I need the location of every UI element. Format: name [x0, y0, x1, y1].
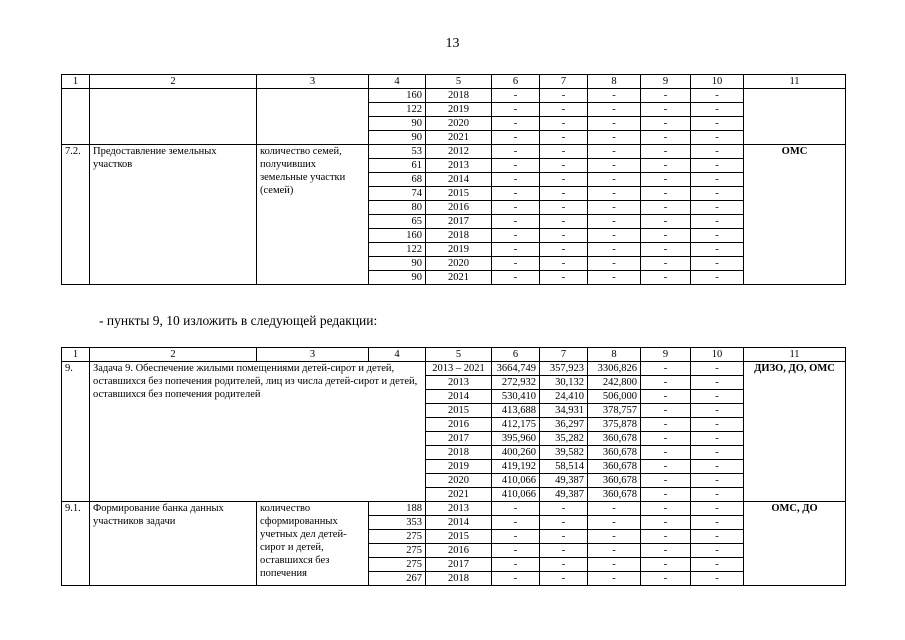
- column-header: 9: [641, 348, 691, 362]
- value-cell: -: [691, 376, 744, 390]
- column-header: 2: [90, 75, 257, 89]
- value-cell: -: [691, 131, 744, 145]
- value-cell: -: [641, 229, 691, 243]
- year-cell: 2020: [426, 257, 492, 271]
- value-cell: 242,800: [588, 376, 641, 390]
- value-cell: -: [691, 544, 744, 558]
- value-cell: -: [540, 117, 588, 131]
- target-value-cell: 122: [369, 103, 426, 117]
- value-cell: 400,260: [492, 446, 540, 460]
- value-cell: 360,678: [588, 488, 641, 502]
- value-cell: -: [492, 257, 540, 271]
- value-cell: -: [540, 173, 588, 187]
- value-cell: -: [588, 173, 641, 187]
- year-cell: 2013: [426, 376, 492, 390]
- value-cell: -: [641, 390, 691, 404]
- value-cell: -: [691, 432, 744, 446]
- item-title: Предоставление земельных участков: [90, 145, 257, 285]
- value-cell: -: [691, 390, 744, 404]
- item-title: [90, 89, 257, 145]
- value-cell: -: [540, 159, 588, 173]
- target-value-cell: 53: [369, 145, 426, 159]
- column-header: 10: [691, 348, 744, 362]
- value-cell: 24,410: [540, 390, 588, 404]
- year-cell: 2016: [426, 418, 492, 432]
- value-cell: -: [641, 502, 691, 516]
- value-cell: -: [641, 376, 691, 390]
- target-value-cell: 160: [369, 89, 426, 103]
- value-cell: -: [492, 243, 540, 257]
- value-cell: -: [641, 572, 691, 586]
- value-cell: -: [641, 131, 691, 145]
- value-cell: -: [540, 271, 588, 285]
- value-cell: 30,132: [540, 376, 588, 390]
- value-cell: -: [691, 530, 744, 544]
- value-cell: -: [691, 362, 744, 376]
- value-cell: -: [540, 131, 588, 145]
- value-cell: 272,932: [492, 376, 540, 390]
- value-cell: -: [492, 159, 540, 173]
- value-cell: -: [691, 215, 744, 229]
- value-cell: -: [641, 558, 691, 572]
- value-cell: 3306,826: [588, 362, 641, 376]
- target-value-cell: 160: [369, 229, 426, 243]
- instruction-text: - пункты 9, 10 изложить в следующей редакции:: [99, 313, 378, 328]
- task-title: Задача 9. Обеспечение жилыми помещениями детей-сирот и детей, оставшихся без попечения родителей, лиц из числа детей-сирот и детей, оставшихся без попечения родителей: [90, 362, 426, 502]
- year-cell: 2018: [426, 89, 492, 103]
- table-section-7: [61, 74, 846, 285]
- value-cell: -: [540, 201, 588, 215]
- year-cell: 2013: [426, 502, 492, 516]
- target-value-cell: 74: [369, 187, 426, 201]
- item-executor: ОМС, ДО: [744, 502, 846, 586]
- value-cell: -: [588, 544, 641, 558]
- value-cell: 3664,749: [492, 362, 540, 376]
- value-cell: -: [691, 572, 744, 586]
- value-cell: -: [588, 257, 641, 271]
- value-cell: -: [588, 243, 641, 257]
- year-cell: 2015: [426, 404, 492, 418]
- year-cell: 2016: [426, 544, 492, 558]
- value-cell: 357,923: [540, 362, 588, 376]
- value-cell: -: [492, 572, 540, 586]
- value-cell: 412,175: [492, 418, 540, 432]
- value-cell: 419,192: [492, 460, 540, 474]
- value-cell: -: [492, 187, 540, 201]
- target-value-cell: 275: [369, 558, 426, 572]
- value-cell: -: [691, 117, 744, 131]
- table-row: [62, 75, 846, 89]
- column-header: 5: [426, 75, 492, 89]
- year-cell: 2014: [426, 516, 492, 530]
- value-cell: -: [691, 257, 744, 271]
- value-cell: -: [492, 229, 540, 243]
- column-header: 3: [257, 75, 369, 89]
- value-cell: -: [691, 488, 744, 502]
- column-header: 8: [588, 348, 641, 362]
- year-cell: 2021: [426, 271, 492, 285]
- value-cell: -: [641, 530, 691, 544]
- value-cell: 375,878: [588, 418, 641, 432]
- value-cell: -: [492, 173, 540, 187]
- year-cell: 2018: [426, 446, 492, 460]
- value-cell: -: [492, 89, 540, 103]
- year-cell: 2016: [426, 201, 492, 215]
- value-cell: -: [691, 516, 744, 530]
- value-cell: -: [588, 131, 641, 145]
- year-cell: 2020: [426, 474, 492, 488]
- target-value-cell: 90: [369, 131, 426, 145]
- value-cell: -: [540, 516, 588, 530]
- year-cell: 2018: [426, 229, 492, 243]
- value-cell: -: [540, 572, 588, 586]
- value-cell: -: [641, 362, 691, 376]
- column-header: 7: [540, 348, 588, 362]
- target-value-cell: 61: [369, 159, 426, 173]
- item-number: [62, 89, 90, 145]
- value-cell: -: [588, 103, 641, 117]
- item-number: 9.1.: [62, 502, 90, 586]
- item-title: Формирование банка данных участников задачи: [90, 502, 257, 586]
- value-cell: 506,000: [588, 390, 641, 404]
- year-cell: 2021: [426, 131, 492, 145]
- column-header: 1: [62, 348, 90, 362]
- value-cell: -: [588, 89, 641, 103]
- column-header: 6: [492, 348, 540, 362]
- value-cell: -: [691, 145, 744, 159]
- year-cell: 2021: [426, 488, 492, 502]
- target-value-cell: 353: [369, 516, 426, 530]
- value-cell: -: [492, 215, 540, 229]
- value-cell: -: [492, 103, 540, 117]
- value-cell: -: [641, 201, 691, 215]
- year-cell: 2017: [426, 558, 492, 572]
- value-cell: -: [588, 187, 641, 201]
- target-value-cell: 65: [369, 215, 426, 229]
- value-cell: 34,931: [540, 404, 588, 418]
- value-cell: -: [691, 271, 744, 285]
- value-cell: -: [540, 544, 588, 558]
- value-cell: -: [540, 89, 588, 103]
- item-executor: [744, 89, 846, 145]
- value-cell: 39,582: [540, 446, 588, 460]
- column-header: 9: [641, 75, 691, 89]
- value-cell: -: [588, 229, 641, 243]
- value-cell: -: [691, 558, 744, 572]
- table-section-9: [61, 347, 846, 586]
- column-header: 2: [90, 348, 257, 362]
- value-cell: -: [492, 117, 540, 131]
- value-cell: -: [492, 145, 540, 159]
- target-value-cell: 275: [369, 530, 426, 544]
- value-cell: -: [588, 215, 641, 229]
- value-cell: -: [492, 201, 540, 215]
- value-cell: -: [540, 257, 588, 271]
- value-cell: 360,678: [588, 446, 641, 460]
- value-cell: 35,282: [540, 432, 588, 446]
- value-cell: -: [641, 271, 691, 285]
- value-cell: -: [492, 516, 540, 530]
- value-cell: -: [641, 418, 691, 432]
- year-cell: 2012: [426, 145, 492, 159]
- item-number: 7.2.: [62, 145, 90, 285]
- value-cell: -: [540, 229, 588, 243]
- page-number: 13: [445, 36, 460, 51]
- column-header: 3: [257, 348, 369, 362]
- year-cell: 2017: [426, 432, 492, 446]
- column-header: 6: [492, 75, 540, 89]
- value-cell: -: [588, 145, 641, 159]
- value-cell: -: [588, 201, 641, 215]
- value-cell: -: [641, 432, 691, 446]
- year-cell: 2014: [426, 173, 492, 187]
- target-value-cell: 188: [369, 502, 426, 516]
- year-cell: 2015: [426, 530, 492, 544]
- value-cell: -: [588, 516, 641, 530]
- value-cell: 360,678: [588, 432, 641, 446]
- value-cell: -: [588, 572, 641, 586]
- value-cell: -: [588, 558, 641, 572]
- column-header: 11: [744, 348, 846, 362]
- value-cell: -: [691, 187, 744, 201]
- target-value-cell: 90: [369, 257, 426, 271]
- year-cell: 2018: [426, 572, 492, 586]
- column-header: 4: [369, 348, 426, 362]
- value-cell: 360,678: [588, 460, 641, 474]
- value-cell: -: [691, 103, 744, 117]
- item-indicator: [257, 89, 369, 145]
- year-cell: 2017: [426, 215, 492, 229]
- value-cell: -: [641, 460, 691, 474]
- value-cell: 360,678: [588, 474, 641, 488]
- value-cell: -: [641, 243, 691, 257]
- value-cell: 36,297: [540, 418, 588, 432]
- value-cell: -: [691, 159, 744, 173]
- value-cell: -: [691, 229, 744, 243]
- value-cell: -: [691, 404, 744, 418]
- column-header: 5: [426, 348, 492, 362]
- value-cell: -: [691, 89, 744, 103]
- target-value-cell: 90: [369, 117, 426, 131]
- value-cell: -: [588, 271, 641, 285]
- value-cell: -: [492, 530, 540, 544]
- value-cell: -: [588, 502, 641, 516]
- target-value-cell: 267: [369, 572, 426, 586]
- value-cell: -: [691, 474, 744, 488]
- table-row: [62, 348, 846, 362]
- column-header: 11: [744, 75, 846, 89]
- value-cell: 378,757: [588, 404, 641, 418]
- value-cell: -: [540, 243, 588, 257]
- value-cell: -: [641, 544, 691, 558]
- value-cell: -: [641, 446, 691, 460]
- value-cell: -: [641, 159, 691, 173]
- value-cell: -: [691, 173, 744, 187]
- value-cell: -: [540, 145, 588, 159]
- year-cell: 2013: [426, 159, 492, 173]
- value-cell: -: [492, 131, 540, 145]
- year-cell: 2019: [426, 103, 492, 117]
- target-value-cell: 80: [369, 201, 426, 215]
- value-cell: -: [641, 117, 691, 131]
- year-cell: 2019: [426, 243, 492, 257]
- value-cell: -: [641, 173, 691, 187]
- column-header: 1: [62, 75, 90, 89]
- target-value-cell: 90: [369, 271, 426, 285]
- value-cell: -: [588, 530, 641, 544]
- column-header: 10: [691, 75, 744, 89]
- value-cell: 49,387: [540, 488, 588, 502]
- target-value-cell: 275: [369, 544, 426, 558]
- value-cell: -: [641, 215, 691, 229]
- year-cell: 2019: [426, 460, 492, 474]
- value-cell: 395,960: [492, 432, 540, 446]
- table-row: [62, 362, 846, 376]
- value-cell: -: [540, 502, 588, 516]
- value-cell: -: [691, 446, 744, 460]
- table-row: [62, 89, 846, 103]
- value-cell: -: [641, 187, 691, 201]
- value-cell: 58,514: [540, 460, 588, 474]
- value-cell: -: [540, 558, 588, 572]
- value-cell: -: [641, 488, 691, 502]
- value-cell: -: [691, 201, 744, 215]
- value-cell: -: [492, 271, 540, 285]
- task-executor: ДИЗО, ДО, ОМС: [744, 362, 846, 502]
- value-cell: -: [540, 187, 588, 201]
- item-indicator: количество сформированных учетных дел детей-сирот и детей, оставшихся без попечения: [257, 502, 369, 586]
- item-indicator: количество семей, получивших земельные участки (семей): [257, 145, 369, 285]
- value-cell: -: [641, 516, 691, 530]
- value-cell: -: [641, 103, 691, 117]
- value-cell: -: [641, 257, 691, 271]
- year-cell: 2015: [426, 187, 492, 201]
- column-header: 4: [369, 75, 426, 89]
- value-cell: -: [641, 404, 691, 418]
- value-cell: -: [641, 145, 691, 159]
- value-cell: -: [540, 103, 588, 117]
- value-cell: -: [588, 117, 641, 131]
- value-cell: -: [641, 89, 691, 103]
- target-value-cell: 68: [369, 173, 426, 187]
- table-row: [62, 502, 846, 516]
- column-header: 7: [540, 75, 588, 89]
- task-number: 9.: [62, 362, 90, 502]
- value-cell: -: [588, 159, 641, 173]
- value-cell: -: [540, 215, 588, 229]
- value-cell: -: [492, 502, 540, 516]
- year-cell: 2014: [426, 390, 492, 404]
- value-cell: -: [492, 558, 540, 572]
- year-cell: 2020: [426, 117, 492, 131]
- item-executor: ОМС: [744, 145, 846, 285]
- value-cell: -: [492, 544, 540, 558]
- column-header: 8: [588, 75, 641, 89]
- value-cell: 410,066: [492, 474, 540, 488]
- year-cell: 2013 – 2021: [426, 362, 492, 376]
- value-cell: 413,688: [492, 404, 540, 418]
- value-cell: -: [540, 530, 588, 544]
- value-cell: -: [691, 460, 744, 474]
- table-row: [62, 145, 846, 159]
- value-cell: -: [641, 474, 691, 488]
- target-value-cell: 122: [369, 243, 426, 257]
- value-cell: 530,410: [492, 390, 540, 404]
- value-cell: 410,066: [492, 488, 540, 502]
- value-cell: -: [691, 418, 744, 432]
- value-cell: -: [691, 502, 744, 516]
- value-cell: 49,387: [540, 474, 588, 488]
- value-cell: -: [691, 243, 744, 257]
